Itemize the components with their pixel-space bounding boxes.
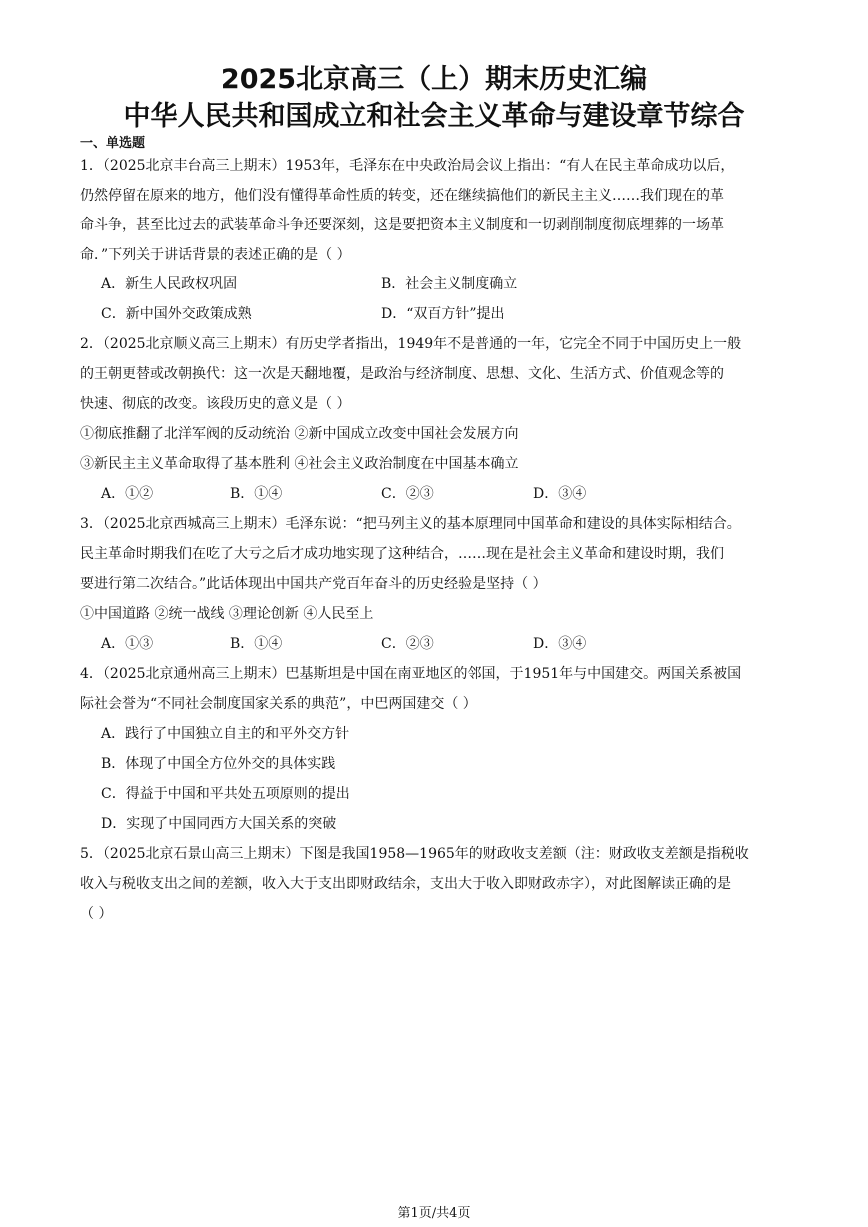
question-text-line: 4．（2025北京通州高三上期末）巴基斯坦是中国在南亚地区的邻国，于1951年与中国建交。两国关系被国 <box>80 666 742 682</box>
option-a: A．践行了中国独立自主的和平外交方针 <box>101 726 350 742</box>
question-text-line: 收入与税收支出之间的差额，收入大于支出即财政结余，支出大于收入即财政赤字），对此图解读正确的是 <box>80 876 731 892</box>
question-text-line: 民主革命时期我们在吃了大亏之后才成功地实现了这种结合，……现在是社会主义革命和建设时期，我们 <box>80 546 724 562</box>
option-d: D．③④ <box>533 636 587 652</box>
option-a: A．①③ <box>101 636 154 652</box>
option-b: B．①④ <box>230 636 283 652</box>
question-text-line: 5．（2025北京石景山高三上期末）下图是我国1958—1965年的财政收支差额（注：财政收支差额是指税收 <box>80 846 749 862</box>
option-b: B．①④ <box>230 486 283 502</box>
question-text-line: 快速、彻底的改变。该段历史的意义是（ ） <box>80 396 351 412</box>
question-text-line: （ ） <box>80 906 113 922</box>
option-b: B．体现了中国全方位外交的具体实践 <box>101 756 336 772</box>
statement-line: ①中国道路 ②统一战线 ③理论创新 ④人民至上 <box>80 606 374 622</box>
question-text-line: 际社会誉为“不同社会制度国家关系的典范”，中巴两国建交（ ） <box>80 696 477 712</box>
option-c: C．得益于中国和平共处五项原则的提出 <box>101 786 350 802</box>
statement-line: ①彻底推翻了北洋军阀的反动统治 ②新中国成立改变中国社会发展方向 <box>80 426 519 442</box>
question-text-line: 2．（2025北京顺义高三上期末）有历史学者指出，1949年不是普通的一年，它完全不同于中国历史上一般 <box>80 336 742 352</box>
option-c: C．新中国外交政策成熟 <box>101 306 252 322</box>
option-d: D．实现了中国同西方大国关系的突破 <box>101 816 337 832</box>
statement-line: ③新民主主义革命取得了基本胜利 ④社会主义政治制度在中国基本确立 <box>80 456 519 472</box>
question-text-line: 命斗争，甚至比过去的武装革命斗争还要深刻，这是要把资本主义制度和一切剥削制度彻底埋葬的一场革 <box>80 217 724 233</box>
question-text-line: 1．（2025北京丰台高三上期末）1953年，毛泽东在中央政治局会议上指出：“有人在民主革命成功以后， <box>80 158 735 174</box>
option-c: C．②③ <box>381 486 434 502</box>
option-d: D．“双百方针”提出 <box>381 306 505 322</box>
section-heading: 一、单选题 <box>80 136 146 151</box>
option-d: D．③④ <box>533 486 587 502</box>
question-text-line: 的王朝更替或改朝换代：这一次是天翻地覆，是政治与经济制度、思想、文化、生活方式、价值观念等的 <box>80 366 724 382</box>
document-title: 2025北京高三（上）期末历史汇编 <box>220 64 648 95</box>
document-subtitle: 中华人民共和国成立和社会主义革命与建设章节综合 <box>123 101 745 132</box>
question-text-line: 要进行第二次结合。”此话体现出中国共产党百年奋斗的历史经验是坚持（ ） <box>80 576 547 592</box>
option-b: B．社会主义制度确立 <box>381 276 518 292</box>
option-c: C．②③ <box>381 636 434 652</box>
question-text-line: 3．（2025北京西城高三上期末）毛泽东说：“把马列主义的基本原理同中国革命和建设的具体实际相结合。 <box>80 516 741 532</box>
option-a: A．①② <box>101 486 154 502</box>
option-a: A．新生人民政权巩固 <box>101 276 238 292</box>
question-text-line: 仍然停留在原来的地方，他们没有懂得革命性质的转变，还在继续搞他们的新民主主义……我们现在的革 <box>80 188 724 204</box>
page-number: 第1页/共4页 <box>397 1206 471 1221</box>
question-text-line: 命．”下列关于讲话背景的表述正确的是（ ） <box>80 247 351 263</box>
